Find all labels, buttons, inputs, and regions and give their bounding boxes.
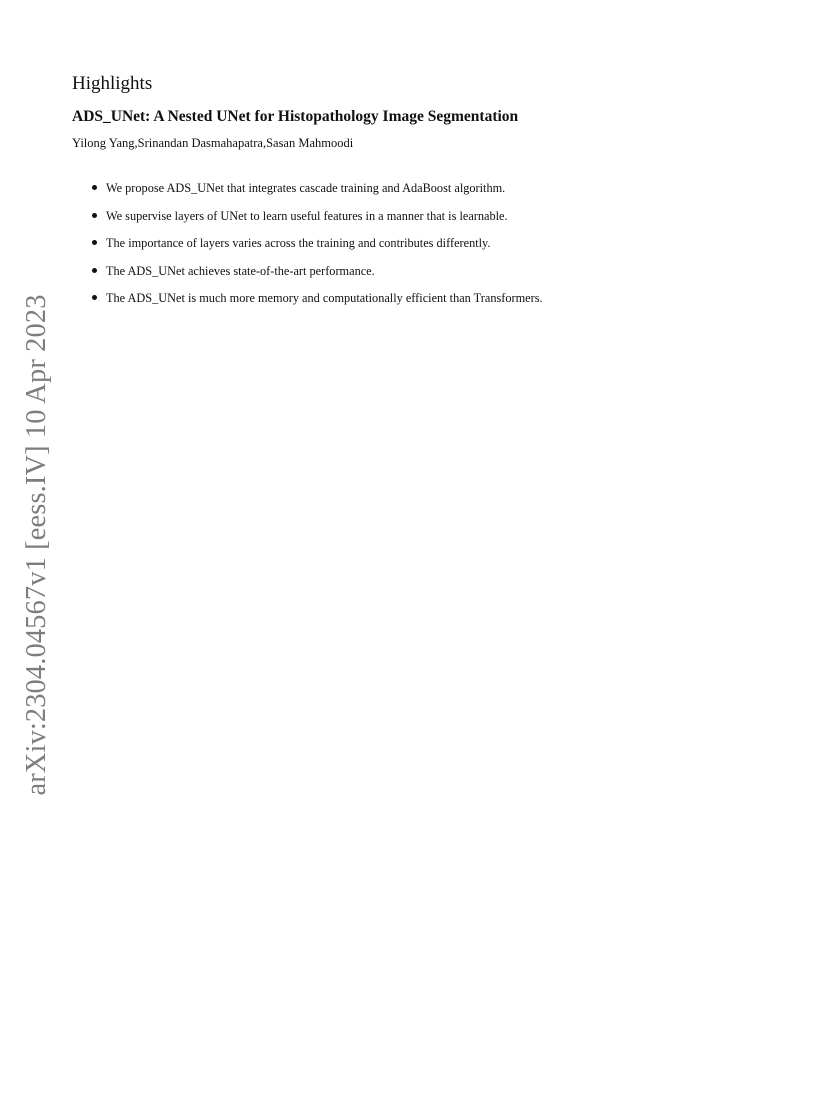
highlight-item: [88, 263, 543, 291]
highlights-list: [88, 180, 543, 318]
highlight-item: [88, 235, 543, 263]
highlight-text: We supervise layers of UNet to learn useful features in a manner that is learnable.: [106, 208, 508, 223]
bullet-icon: [92, 213, 97, 218]
highlight-text: The ADS_UNet achieves state-of-the-art performance.: [106, 263, 375, 278]
highlight-text: The importance of layers varies across the training and contributes differently.: [106, 236, 491, 251]
highlight-text: The ADS_UNet is much more memory and computationally efficient than Transformers.: [106, 291, 543, 306]
bullet-icon: [92, 240, 97, 245]
arxiv-identifier-stamp: arXiv:2304.04567v1 [eess.IV] 10 Apr 2023: [21, 294, 52, 796]
highlight-item: [88, 290, 543, 318]
bullet-icon: [92, 268, 97, 273]
bullet-icon: [92, 185, 97, 190]
highlight-text: We propose ADS_UNet that integrates cascade training and AdaBoost algorithm.: [106, 181, 506, 195]
paper-title: ADS_UNet: A Nested UNet for Histopathology Image Segmentation: [72, 108, 519, 125]
highlight-item: [88, 180, 543, 208]
author-list: Yilong Yang,Srinandan Dasmahapatra,Sasan Mahmoodi: [72, 136, 354, 150]
bullet-icon: [92, 295, 97, 300]
highlight-item: [88, 208, 543, 236]
highlights-heading: Highlights: [72, 73, 153, 94]
